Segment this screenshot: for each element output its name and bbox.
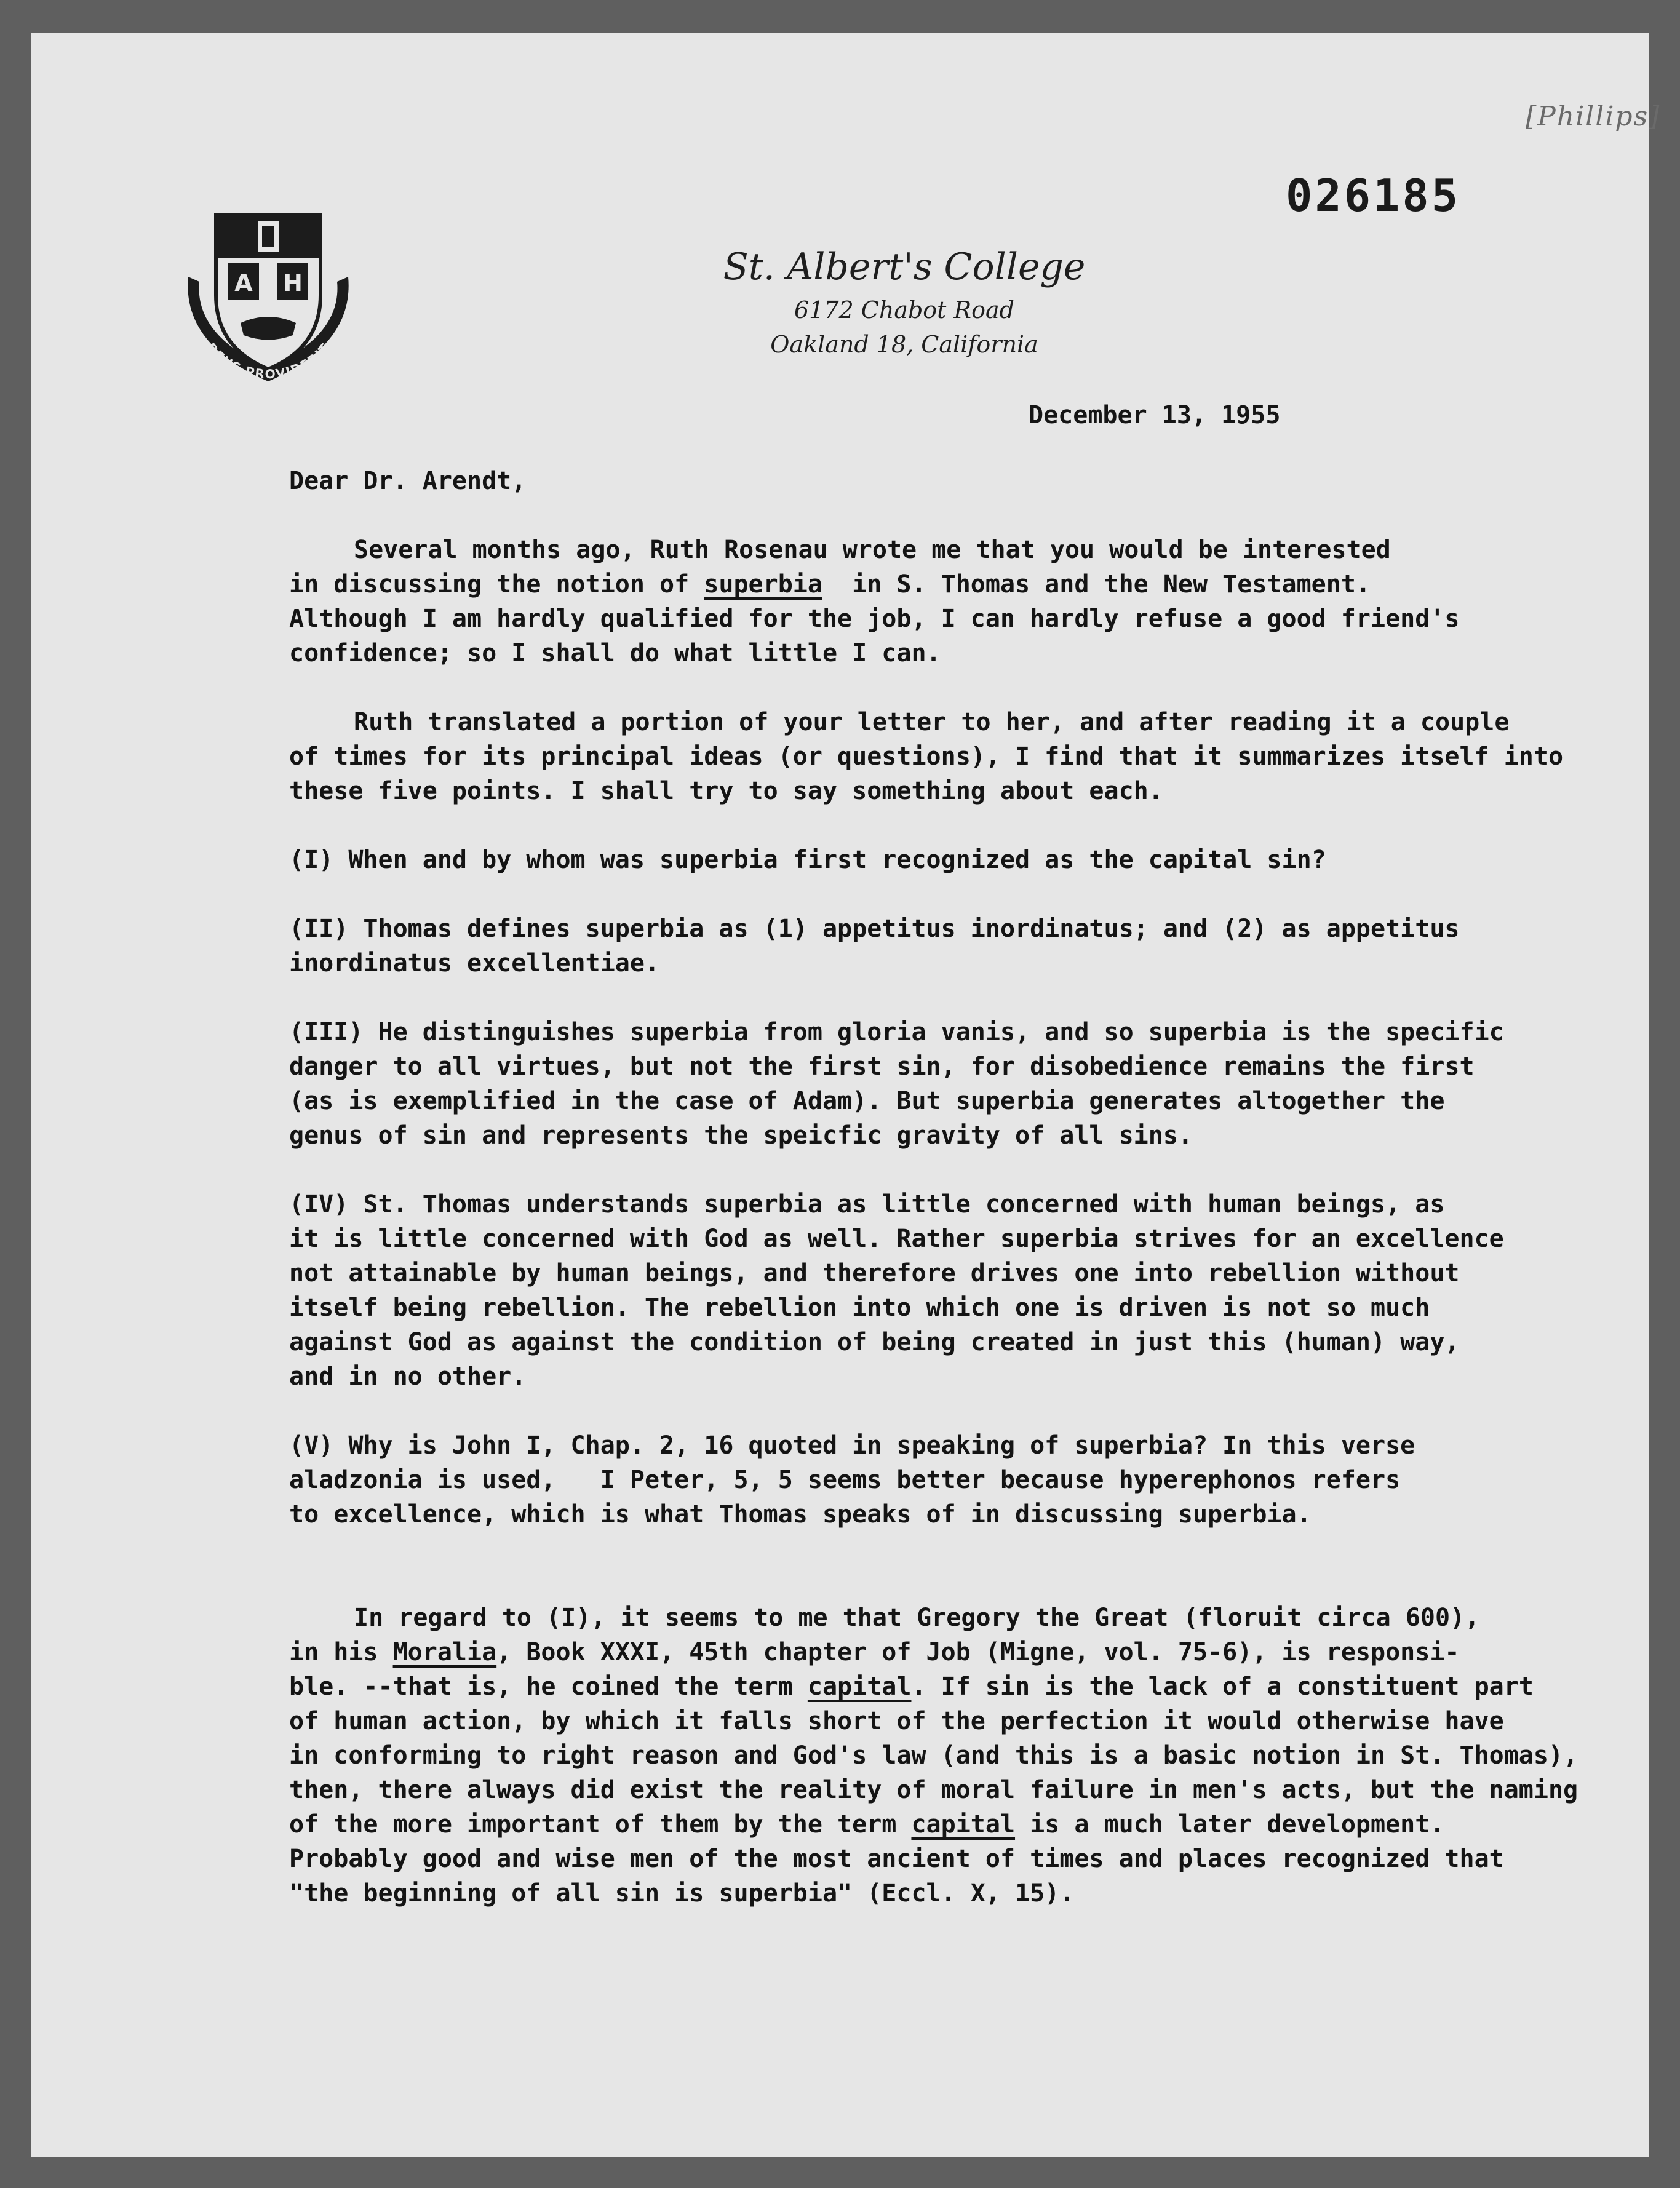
text-line: in conforming to right reason and God's law (and this is a basic notion in St. Thomas), bbox=[289, 1741, 1578, 1770]
text-line: in S. Thomas and the New Testament. bbox=[822, 570, 1371, 599]
text-line: genus of sin and represents the speicfic gravity of all sins. bbox=[289, 1121, 1193, 1150]
text-line: Probably good and wise men of the most ancient of times and places recognized that bbox=[289, 1845, 1504, 1873]
text-line: itself being rebellion. The rebellion into which one is driven is not so much bbox=[289, 1294, 1430, 1322]
archive-annotation: [Phillips] bbox=[1526, 101, 1661, 132]
text-line: in discussing the notion of bbox=[289, 570, 704, 599]
text-line: (as is exemplified in the case of Adam). But superbia generates altogether the bbox=[289, 1087, 1445, 1115]
text-line: danger to all virtues, but not the first sin, for disobedience remains the first bbox=[289, 1052, 1475, 1081]
underlined-term: capital bbox=[807, 1673, 912, 1701]
text-line: "the beginning of all sin is superbia" (Eccl. X, 15). bbox=[289, 1879, 1075, 1908]
text-line: against God as against the condition of being created in just this (human) way, bbox=[289, 1328, 1460, 1356]
text-line: not attainable by human beings, and therefore drives one into rebellion without bbox=[289, 1259, 1460, 1287]
seal-motto: DEUS PROVIDEBIT bbox=[204, 340, 333, 382]
text-line: (IV) St. Thomas understands superbia as little concerned with human beings, as bbox=[289, 1190, 1445, 1219]
college-city: Oakland 18, California bbox=[770, 331, 1038, 358]
text-line: . If sin is the lack of a constituent part bbox=[911, 1673, 1534, 1701]
text-line: of human action, by which it falls short of the perfection it would otherwise have bbox=[289, 1707, 1504, 1735]
text-line: Ruth translated a portion of your letter to her, and after reading it a couple bbox=[354, 708, 1510, 736]
paragraph-summary bbox=[289, 705, 1564, 808]
letter-sheet bbox=[31, 33, 1661, 2157]
text-line: ble. --that is, he coined the term bbox=[289, 1673, 808, 1701]
text-line: it is little concerned with God as well. Rather superbia strives for an excellence bbox=[289, 1225, 1504, 1253]
text-line: then, there always did exist the reality of moral failure in men's acts, but the naming bbox=[289, 1776, 1578, 1804]
text-line: to excellence, which is what Thomas speaks of in discussing superbia. bbox=[289, 1500, 1312, 1529]
point-four bbox=[289, 1187, 1519, 1394]
underlined-term: Moralia bbox=[392, 1638, 497, 1666]
text-line: is a much later development. bbox=[1015, 1810, 1445, 1839]
college-street: 6172 Chabot Road bbox=[794, 296, 1014, 324]
point-one: (I) When and by whom was superbia first recognized as the capital sin? bbox=[289, 846, 1326, 874]
text-line: (II) Thomas defines superbia as (1) appetitus inordinatus; and (2) as appetitus bbox=[289, 915, 1460, 943]
underlined-term: capital bbox=[911, 1810, 1016, 1839]
point-three bbox=[289, 1015, 1519, 1153]
point-five bbox=[289, 1428, 1519, 1532]
text-line: In regard to (I), it seems to me that Gregory the Great (floruit circa 600), bbox=[354, 1604, 1480, 1632]
seal-letter-h: H bbox=[283, 269, 303, 296]
text-line: confidence; so I shall do what little I can. bbox=[289, 639, 941, 667]
text-line: of the more important of them by the term bbox=[289, 1810, 912, 1839]
text-line: Several months ago, Ruth Rosenau wrote me that you would be interested bbox=[354, 536, 1391, 564]
underlined-term: superbia bbox=[704, 570, 822, 599]
text-line: in his bbox=[289, 1638, 393, 1666]
text-line: inordinatus excellentiae. bbox=[289, 949, 660, 977]
text-line: and in no other. bbox=[289, 1363, 527, 1391]
paragraph-regarding-one bbox=[289, 1601, 1578, 1911]
letterhead bbox=[707, 241, 1101, 362]
text-line: of times for its principal ideas (or questions), I find that it summarizes itself into bbox=[289, 742, 1564, 771]
document-number: 026185 bbox=[1286, 170, 1461, 221]
paragraph-intro bbox=[289, 533, 1519, 670]
text-line: Although I am hardly qualified for the job, I can hardly refuse a good friend's bbox=[289, 605, 1460, 633]
text-line: these five points. I shall try to say something about each. bbox=[289, 777, 1163, 805]
point-two bbox=[289, 912, 1519, 981]
letter-body bbox=[289, 464, 1578, 1945]
text-line: , Book XXXI, 45th chapter of Job (Migne, vol. 75-6), is responsi- bbox=[496, 1638, 1460, 1666]
college-seal-icon bbox=[170, 203, 367, 388]
text-line: (III) He distinguishes superbia from gloria vanis, and so superbia is the specific bbox=[289, 1018, 1504, 1046]
salutation: Dear Dr. Arendt, bbox=[289, 467, 527, 495]
seal-letter-a: A bbox=[234, 269, 253, 296]
college-name: St. Albert's College bbox=[723, 245, 1086, 288]
text-line: aladzonia is used, I Peter, 5, 5 seems better because hyperephonos refers bbox=[289, 1466, 1401, 1494]
letter-date: December 13, 1955 bbox=[1029, 401, 1281, 429]
text-line: (V) Why is John I, Chap. 2, 16 quoted in speaking of superbia? In this verse bbox=[289, 1431, 1415, 1460]
